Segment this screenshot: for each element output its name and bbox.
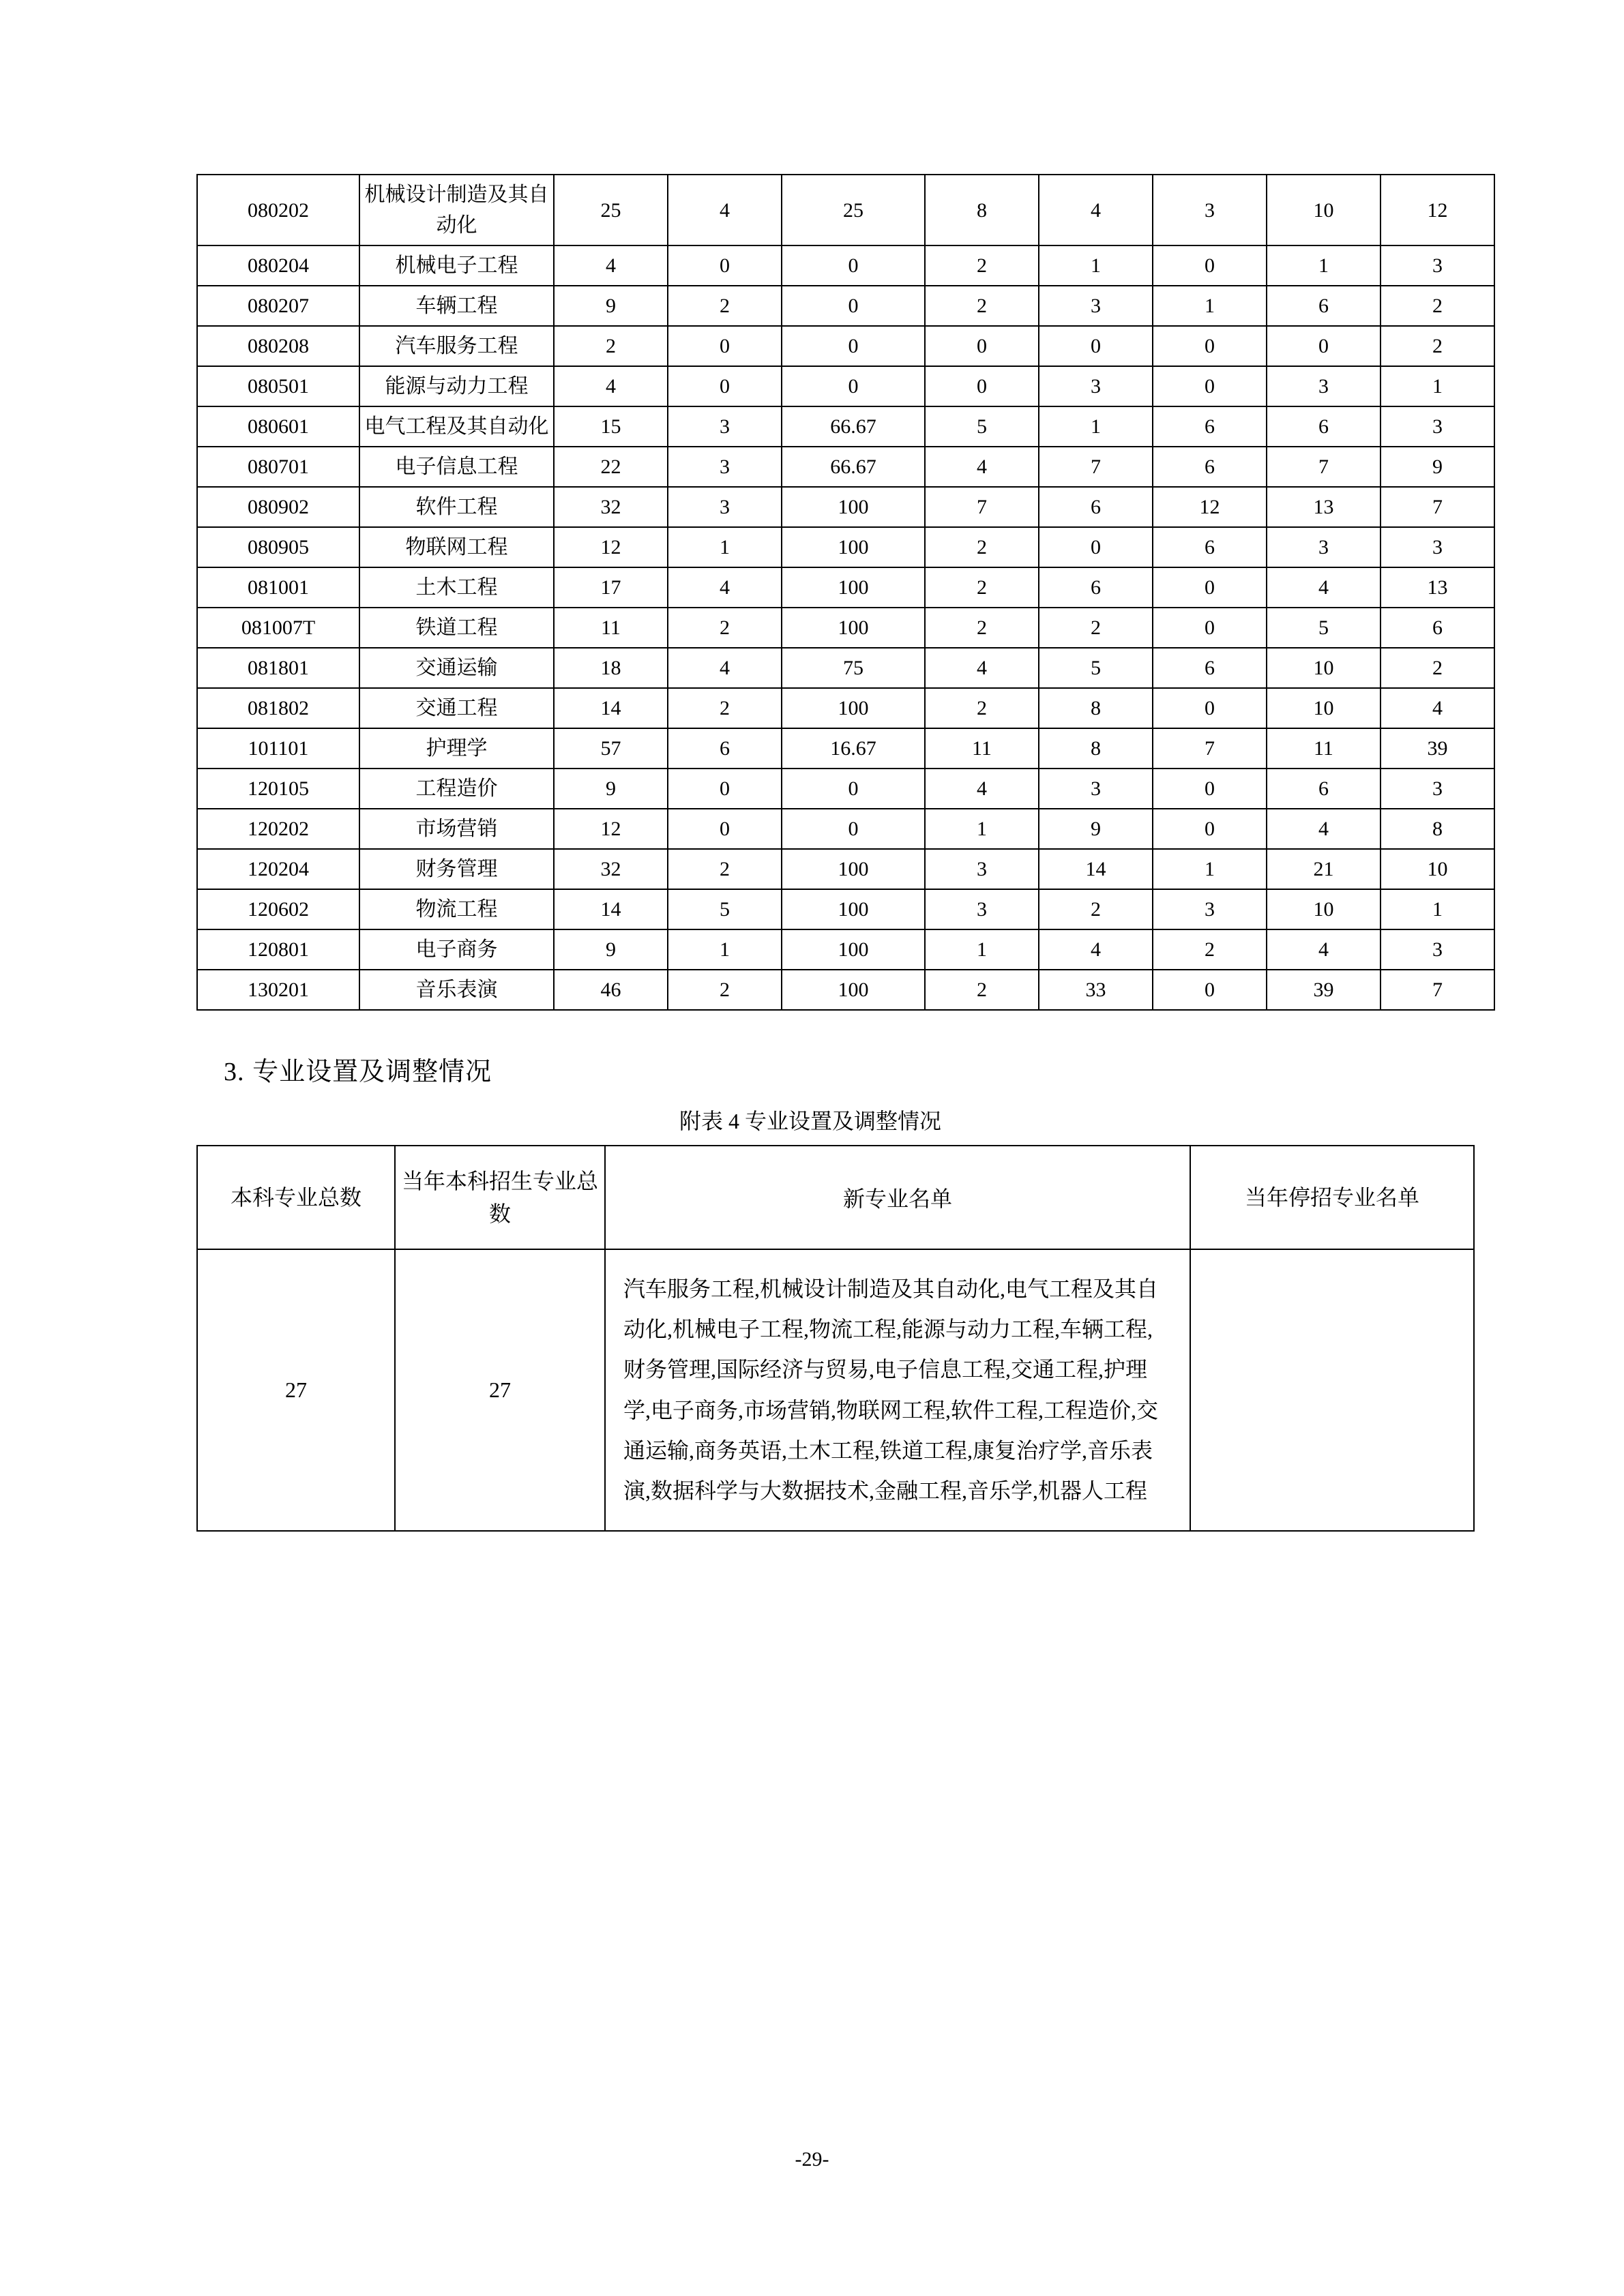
major-value-3: 0 (782, 769, 925, 809)
major-value-7: 6 (1267, 769, 1381, 809)
major-value-2: 1 (668, 929, 782, 970)
major-value-6: 6 (1153, 447, 1267, 487)
section-heading (224, 1050, 1424, 1088)
major-name: 电子商务 (359, 929, 554, 970)
major-value-7: 3 (1267, 527, 1381, 567)
stopped-majors-list (1190, 1249, 1474, 1531)
major-value-4: 1 (925, 809, 1039, 849)
major-code: 081802 (197, 688, 359, 728)
column-header-enrolling-majors: 当年本科招生专业总数 (395, 1146, 605, 1249)
major-value-6: 6 (1153, 406, 1267, 447)
major-value-7: 10 (1267, 688, 1381, 728)
major-value-8: 3 (1381, 245, 1494, 286)
major-value-3: 0 (782, 326, 925, 366)
total-majors-value: 27 (197, 1249, 395, 1531)
major-value-7: 6 (1267, 286, 1381, 326)
major-value-4: 1 (925, 929, 1039, 970)
table-row (197, 769, 1494, 809)
major-value-6: 2 (1153, 929, 1267, 970)
major-value-6: 12 (1153, 487, 1267, 527)
major-value-8: 7 (1381, 487, 1494, 527)
major-value-8: 8 (1381, 809, 1494, 849)
major-value-3: 100 (782, 970, 925, 1010)
major-value-3: 100 (782, 889, 925, 929)
major-value-5: 8 (1039, 688, 1153, 728)
major-value-7: 10 (1267, 889, 1381, 929)
table-row (197, 567, 1494, 608)
table-row (197, 175, 1494, 245)
major-value-8: 12 (1381, 175, 1494, 245)
major-setup-table (196, 1145, 1475, 1532)
major-value-5: 3 (1039, 366, 1153, 406)
major-value-1: 4 (554, 245, 668, 286)
major-name: 物联网工程 (359, 527, 554, 567)
major-name: 机械设计制造及其自动化 (359, 175, 554, 245)
major-value-3: 75 (782, 648, 925, 688)
major-code: 080501 (197, 366, 359, 406)
major-value-4: 2 (925, 527, 1039, 567)
major-value-5: 1 (1039, 406, 1153, 447)
major-value-8: 6 (1381, 608, 1494, 648)
major-value-8: 2 (1381, 326, 1494, 366)
major-value-1: 9 (554, 769, 668, 809)
major-value-6: 3 (1153, 175, 1267, 245)
major-value-3: 16.67 (782, 728, 925, 769)
major-value-2: 0 (668, 326, 782, 366)
major-value-2: 3 (668, 447, 782, 487)
major-value-4: 2 (925, 286, 1039, 326)
major-code: 080902 (197, 487, 359, 527)
setup-table-head (197, 1146, 1474, 1249)
major-value-1: 2 (554, 326, 668, 366)
major-value-8: 1 (1381, 889, 1494, 929)
major-code: 081801 (197, 648, 359, 688)
major-value-5: 8 (1039, 728, 1153, 769)
page-number: -29- (795, 2148, 829, 2171)
major-value-7: 10 (1267, 648, 1381, 688)
major-name: 交通运输 (359, 648, 554, 688)
major-value-7: 10 (1267, 175, 1381, 245)
major-code: 080208 (197, 326, 359, 366)
major-name: 软件工程 (359, 487, 554, 527)
table-row (197, 406, 1494, 447)
table-row (197, 648, 1494, 688)
major-value-2: 2 (668, 286, 782, 326)
major-value-2: 4 (668, 567, 782, 608)
major-name: 市场营销 (359, 809, 554, 849)
major-code: 130201 (197, 970, 359, 1010)
major-value-4: 4 (925, 648, 1039, 688)
enrolling-majors-value: 27 (395, 1249, 605, 1531)
major-value-1: 46 (554, 970, 668, 1010)
major-value-3: 100 (782, 688, 925, 728)
major-value-1: 9 (554, 286, 668, 326)
major-value-3: 100 (782, 608, 925, 648)
table-row (197, 326, 1494, 366)
major-value-3: 100 (782, 487, 925, 527)
table-row (197, 245, 1494, 286)
major-value-2: 0 (668, 769, 782, 809)
major-value-6: 0 (1153, 970, 1267, 1010)
major-value-3: 25 (782, 175, 925, 245)
major-value-8: 3 (1381, 406, 1494, 447)
major-value-4: 8 (925, 175, 1039, 245)
table-row (197, 286, 1494, 326)
table-row (197, 447, 1494, 487)
major-value-4: 3 (925, 889, 1039, 929)
major-value-5: 9 (1039, 809, 1153, 849)
major-value-2: 2 (668, 970, 782, 1010)
major-value-1: 32 (554, 849, 668, 889)
major-code: 101101 (197, 728, 359, 769)
major-name: 财务管理 (359, 849, 554, 889)
major-value-6: 0 (1153, 809, 1267, 849)
major-value-6: 6 (1153, 527, 1267, 567)
major-value-7: 13 (1267, 487, 1381, 527)
table-row (197, 929, 1494, 970)
column-header-new-majors: 新专业名单 (605, 1146, 1190, 1249)
major-value-1: 12 (554, 527, 668, 567)
new-majors-list: 汽车服务工程,机械设计制造及其自动化,电气工程及其自动化,机械电子工程,物流工程,能源与动力工程,车辆工程,财务管理,国际经济与贸易,电子信息工程,交通工程,护理学,电子商务,市场营销,物联网工程,软件工程,工程造价,交通运输,商务英语,土木工程,铁道工程,康复治疗学,音乐表演,数据科学与大数据技术,金融工程,音乐学,机器人工程 (605, 1249, 1190, 1531)
major-value-8: 3 (1381, 769, 1494, 809)
major-code: 081001 (197, 567, 359, 608)
table-row (197, 809, 1494, 849)
major-value-3: 0 (782, 366, 925, 406)
major-value-2: 4 (668, 648, 782, 688)
major-value-2: 0 (668, 245, 782, 286)
major-value-4: 4 (925, 447, 1039, 487)
major-value-8: 9 (1381, 447, 1494, 487)
column-header-total-majors: 本科专业总数 (197, 1146, 395, 1249)
major-code: 120204 (197, 849, 359, 889)
major-name: 护理学 (359, 728, 554, 769)
major-value-3: 100 (782, 527, 925, 567)
major-value-5: 3 (1039, 769, 1153, 809)
major-code: 120105 (197, 769, 359, 809)
major-value-5: 7 (1039, 447, 1153, 487)
section-number: 3. (224, 1058, 245, 1086)
major-value-1: 18 (554, 648, 668, 688)
table-row (197, 688, 1494, 728)
major-value-6: 1 (1153, 849, 1267, 889)
table-row (197, 487, 1494, 527)
major-value-6: 0 (1153, 567, 1267, 608)
page-footer (0, 2148, 1624, 2171)
major-value-8: 1 (1381, 366, 1494, 406)
major-value-4: 4 (925, 769, 1039, 809)
major-value-4: 7 (925, 487, 1039, 527)
major-value-4: 2 (925, 245, 1039, 286)
major-value-8: 3 (1381, 929, 1494, 970)
major-name: 电气工程及其自动化 (359, 406, 554, 447)
major-value-2: 1 (668, 527, 782, 567)
major-value-1: 11 (554, 608, 668, 648)
table-row (197, 970, 1494, 1010)
setup-table-body (197, 1249, 1474, 1531)
major-value-5: 0 (1039, 527, 1153, 567)
major-value-3: 0 (782, 286, 925, 326)
major-name: 汽车服务工程 (359, 326, 554, 366)
major-name: 机械电子工程 (359, 245, 554, 286)
major-value-1: 22 (554, 447, 668, 487)
major-value-5: 1 (1039, 245, 1153, 286)
table-row (197, 849, 1494, 889)
major-name: 电子信息工程 (359, 447, 554, 487)
major-value-2: 4 (668, 175, 782, 245)
major-value-6: 0 (1153, 769, 1267, 809)
major-code: 120602 (197, 889, 359, 929)
major-value-5: 33 (1039, 970, 1153, 1010)
table-row (197, 889, 1494, 929)
major-value-7: 0 (1267, 326, 1381, 366)
major-value-5: 2 (1039, 608, 1153, 648)
major-value-1: 32 (554, 487, 668, 527)
major-value-7: 4 (1267, 929, 1381, 970)
major-code: 120801 (197, 929, 359, 970)
major-value-4: 2 (925, 567, 1039, 608)
major-value-6: 1 (1153, 286, 1267, 326)
major-value-5: 6 (1039, 567, 1153, 608)
column-header-stopped-majors: 当年停招专业名单 (1190, 1146, 1474, 1249)
major-value-4: 0 (925, 366, 1039, 406)
major-value-4: 11 (925, 728, 1039, 769)
major-value-8: 10 (1381, 849, 1494, 889)
major-value-3: 100 (782, 567, 925, 608)
majors-table-body (197, 175, 1494, 1010)
major-value-5: 2 (1039, 889, 1153, 929)
major-value-6: 0 (1153, 688, 1267, 728)
major-value-6: 0 (1153, 326, 1267, 366)
major-value-1: 12 (554, 809, 668, 849)
major-name: 土木工程 (359, 567, 554, 608)
major-value-7: 39 (1267, 970, 1381, 1010)
major-value-2: 2 (668, 608, 782, 648)
major-value-3: 100 (782, 929, 925, 970)
major-value-1: 17 (554, 567, 668, 608)
major-value-3: 66.67 (782, 406, 925, 447)
major-value-1: 57 (554, 728, 668, 769)
major-value-4: 3 (925, 849, 1039, 889)
major-value-1: 9 (554, 929, 668, 970)
major-value-2: 3 (668, 487, 782, 527)
table-row (197, 1249, 1474, 1531)
major-value-2: 0 (668, 366, 782, 406)
major-value-4: 2 (925, 608, 1039, 648)
major-code: 080905 (197, 527, 359, 567)
major-name: 能源与动力工程 (359, 366, 554, 406)
major-value-7: 7 (1267, 447, 1381, 487)
table-row (197, 728, 1494, 769)
major-value-6: 3 (1153, 889, 1267, 929)
major-value-8: 13 (1381, 567, 1494, 608)
major-name: 物流工程 (359, 889, 554, 929)
major-value-7: 3 (1267, 366, 1381, 406)
major-value-5: 4 (1039, 175, 1153, 245)
major-value-5: 0 (1039, 326, 1153, 366)
major-value-8: 2 (1381, 648, 1494, 688)
major-value-2: 3 (668, 406, 782, 447)
major-value-7: 4 (1267, 809, 1381, 849)
table-caption: 附表 4 专业设置及调整情况 (679, 1109, 941, 1133)
major-value-5: 4 (1039, 929, 1153, 970)
major-name: 音乐表演 (359, 970, 554, 1010)
major-value-5: 3 (1039, 286, 1153, 326)
major-value-5: 5 (1039, 648, 1153, 688)
major-value-1: 14 (554, 688, 668, 728)
major-value-2: 0 (668, 809, 782, 849)
major-code: 081007T (197, 608, 359, 648)
major-value-7: 4 (1267, 567, 1381, 608)
major-value-7: 6 (1267, 406, 1381, 447)
table-row (197, 366, 1494, 406)
major-code: 120202 (197, 809, 359, 849)
major-value-4: 5 (925, 406, 1039, 447)
table-header-row (197, 1146, 1474, 1249)
major-code: 080207 (197, 286, 359, 326)
major-name: 交通工程 (359, 688, 554, 728)
major-value-7: 21 (1267, 849, 1381, 889)
major-value-2: 5 (668, 889, 782, 929)
major-value-7: 11 (1267, 728, 1381, 769)
major-value-3: 0 (782, 245, 925, 286)
major-value-8: 7 (1381, 970, 1494, 1010)
major-value-1: 4 (554, 366, 668, 406)
major-value-3: 66.67 (782, 447, 925, 487)
major-value-1: 15 (554, 406, 668, 447)
table-row (197, 527, 1494, 567)
major-value-8: 4 (1381, 688, 1494, 728)
major-value-4: 2 (925, 970, 1039, 1010)
section-title-text: 专业设置及调整情况 (252, 1058, 492, 1086)
major-value-2: 2 (668, 849, 782, 889)
major-value-6: 6 (1153, 648, 1267, 688)
major-value-2: 2 (668, 688, 782, 728)
major-value-8: 2 (1381, 286, 1494, 326)
major-value-6: 0 (1153, 366, 1267, 406)
major-value-5: 14 (1039, 849, 1153, 889)
major-value-4: 2 (925, 688, 1039, 728)
major-value-7: 1 (1267, 245, 1381, 286)
major-value-7: 5 (1267, 608, 1381, 648)
major-value-1: 14 (554, 889, 668, 929)
major-value-8: 3 (1381, 527, 1494, 567)
major-code: 080701 (197, 447, 359, 487)
table-row (197, 608, 1494, 648)
major-value-3: 0 (782, 809, 925, 849)
major-value-6: 0 (1153, 245, 1267, 286)
major-value-2: 6 (668, 728, 782, 769)
major-code: 080204 (197, 245, 359, 286)
major-value-8: 39 (1381, 728, 1494, 769)
major-value-3: 100 (782, 849, 925, 889)
major-value-6: 7 (1153, 728, 1267, 769)
major-code: 080601 (197, 406, 359, 447)
major-value-6: 0 (1153, 608, 1267, 648)
major-name: 车辆工程 (359, 286, 554, 326)
major-value-4: 0 (925, 326, 1039, 366)
major-code: 080202 (197, 175, 359, 245)
major-value-1: 25 (554, 175, 668, 245)
majors-statistics-table (196, 174, 1495, 1011)
major-name: 工程造价 (359, 769, 554, 809)
page-content (196, 174, 1448, 1532)
major-name: 铁道工程 (359, 608, 554, 648)
major-value-5: 6 (1039, 487, 1153, 527)
